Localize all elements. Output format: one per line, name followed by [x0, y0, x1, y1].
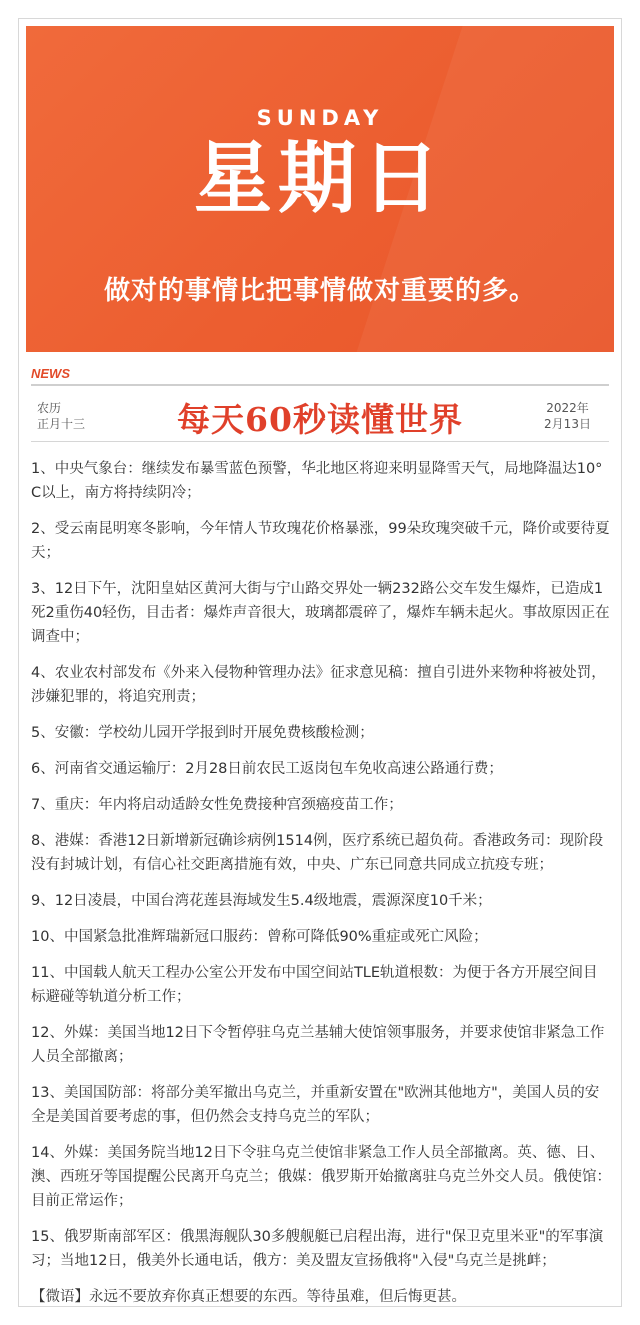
lunar-date-line2: 正月十三	[37, 417, 86, 431]
calendar-date-line2: 2月13日	[544, 417, 591, 431]
news-item: 13、美国国防部：将部分美军撤出乌克兰，并重新安置在"欧洲其他地方"，美国人员的安全是美国首要考虑的事，但仍然会支持乌克兰的军队；	[31, 1085, 600, 1125]
news-item: 9、12日凌晨，中国台湾花莲县海域发生5.4级地震，震源深度10千米；	[31, 893, 492, 909]
banner-motto: 做对的事情比把事情做对重要的多。	[103, 276, 536, 306]
news-item: 6、河南省交通运输厅：2月28日前农民工返岗包车免收高速公路通行费；	[31, 761, 503, 777]
news-item: 14、外媒：美国务院当地12日下令驻乌克兰使馆非紧急工作人员全部撤离。英、德、日、澳、西班牙等国提醒公民离开乌克兰；俄媒：俄罗斯开始撤离驻乌克兰外交人员。俄使馆：目前正常运作；	[31, 1145, 611, 1209]
calendar-date-line1: 2022年	[546, 401, 589, 415]
header-banner	[26, 26, 614, 352]
calendar-date	[530, 400, 605, 432]
masthead-title: 每天60秒读懂世界	[177, 400, 463, 439]
news-item: 12、外媒：美国当地12日下令暂停驻乌克兰基辅大使馆领事服务，并要求使馆非紧急工作人员全部撤离；	[31, 1025, 605, 1065]
news-item: 8、港媒：香港12日新增新冠确诊病例1514例，医疗系统已超负荷。香港政务司：现阶段没有封城计划，有信心社交距离措施有效，中央、广东已同意共同成立抗疫专班；	[31, 833, 604, 873]
daily-quote: 【微语】永远不要放弃你真正想要的东西。等待虽难，但后悔更甚。	[31, 1289, 466, 1305]
divider-top	[31, 384, 609, 386]
news-list	[31, 457, 611, 1309]
lunar-date-line1: 农历	[37, 401, 62, 415]
news-item: 15、俄罗斯南部军区：俄黑海舰队30多艘舰艇已启程出海，进行"保卫克里米亚"的军事演习；当地12日，俄美外长通电话，俄方：美及盟友宣扬俄将"入侵"乌克兰是挑衅；	[31, 1229, 604, 1269]
news-item: 11、中国载人航天工程办公室公开发布中国空间站TLE轨道根数：为便于各方开展空间目标避碰等轨道分析工作；	[31, 965, 598, 1005]
news-item: 1、中央气象台：继续发布暴雪蓝色预警，华北地区将迎来明显降雪天气，局地降温达10°C以上，南方将持续阴冷；	[31, 461, 603, 501]
news-item: 10、中国紧急批准辉瑞新冠口服药：曾称可降低90%重症或死亡风险；	[31, 929, 488, 945]
banner-weekday-chinese: 星期日	[193, 134, 446, 224]
banner-weekday-english: SUNDAY	[256, 106, 384, 130]
news-item: 7、重庆：年内将启动适龄女性免费接种宫颈癌疫苗工作；	[31, 797, 403, 813]
news-item: 2、受云南昆明寒冬影响，今年情人节玫瑰花价格暴涨，99朵玫瑰突破千元，降价或要待夏天；	[31, 521, 610, 561]
lunar-date	[37, 400, 117, 432]
news-item: 3、12日下午，沈阳皇姑区黄河大街与宁山路交界处一辆232路公交车发生爆炸，已造成1死2重伤40轻伤，目击者：爆炸声音很大，玻璃都震碎了，爆炸车辆未起火。事故原因正在调查中；	[31, 581, 610, 645]
news-item: 4、农业农村部发布《外来入侵物种管理办法》征求意见稿：擅自引进外来物种将被处罚，涉嫌犯罪的，将追究刑责；	[31, 665, 606, 705]
divider-bottom	[31, 441, 609, 442]
news-item: 5、安徽：学校幼儿园开学报到时开展免费核酸检测；	[31, 725, 374, 741]
news-label: NEWS	[31, 366, 70, 381]
